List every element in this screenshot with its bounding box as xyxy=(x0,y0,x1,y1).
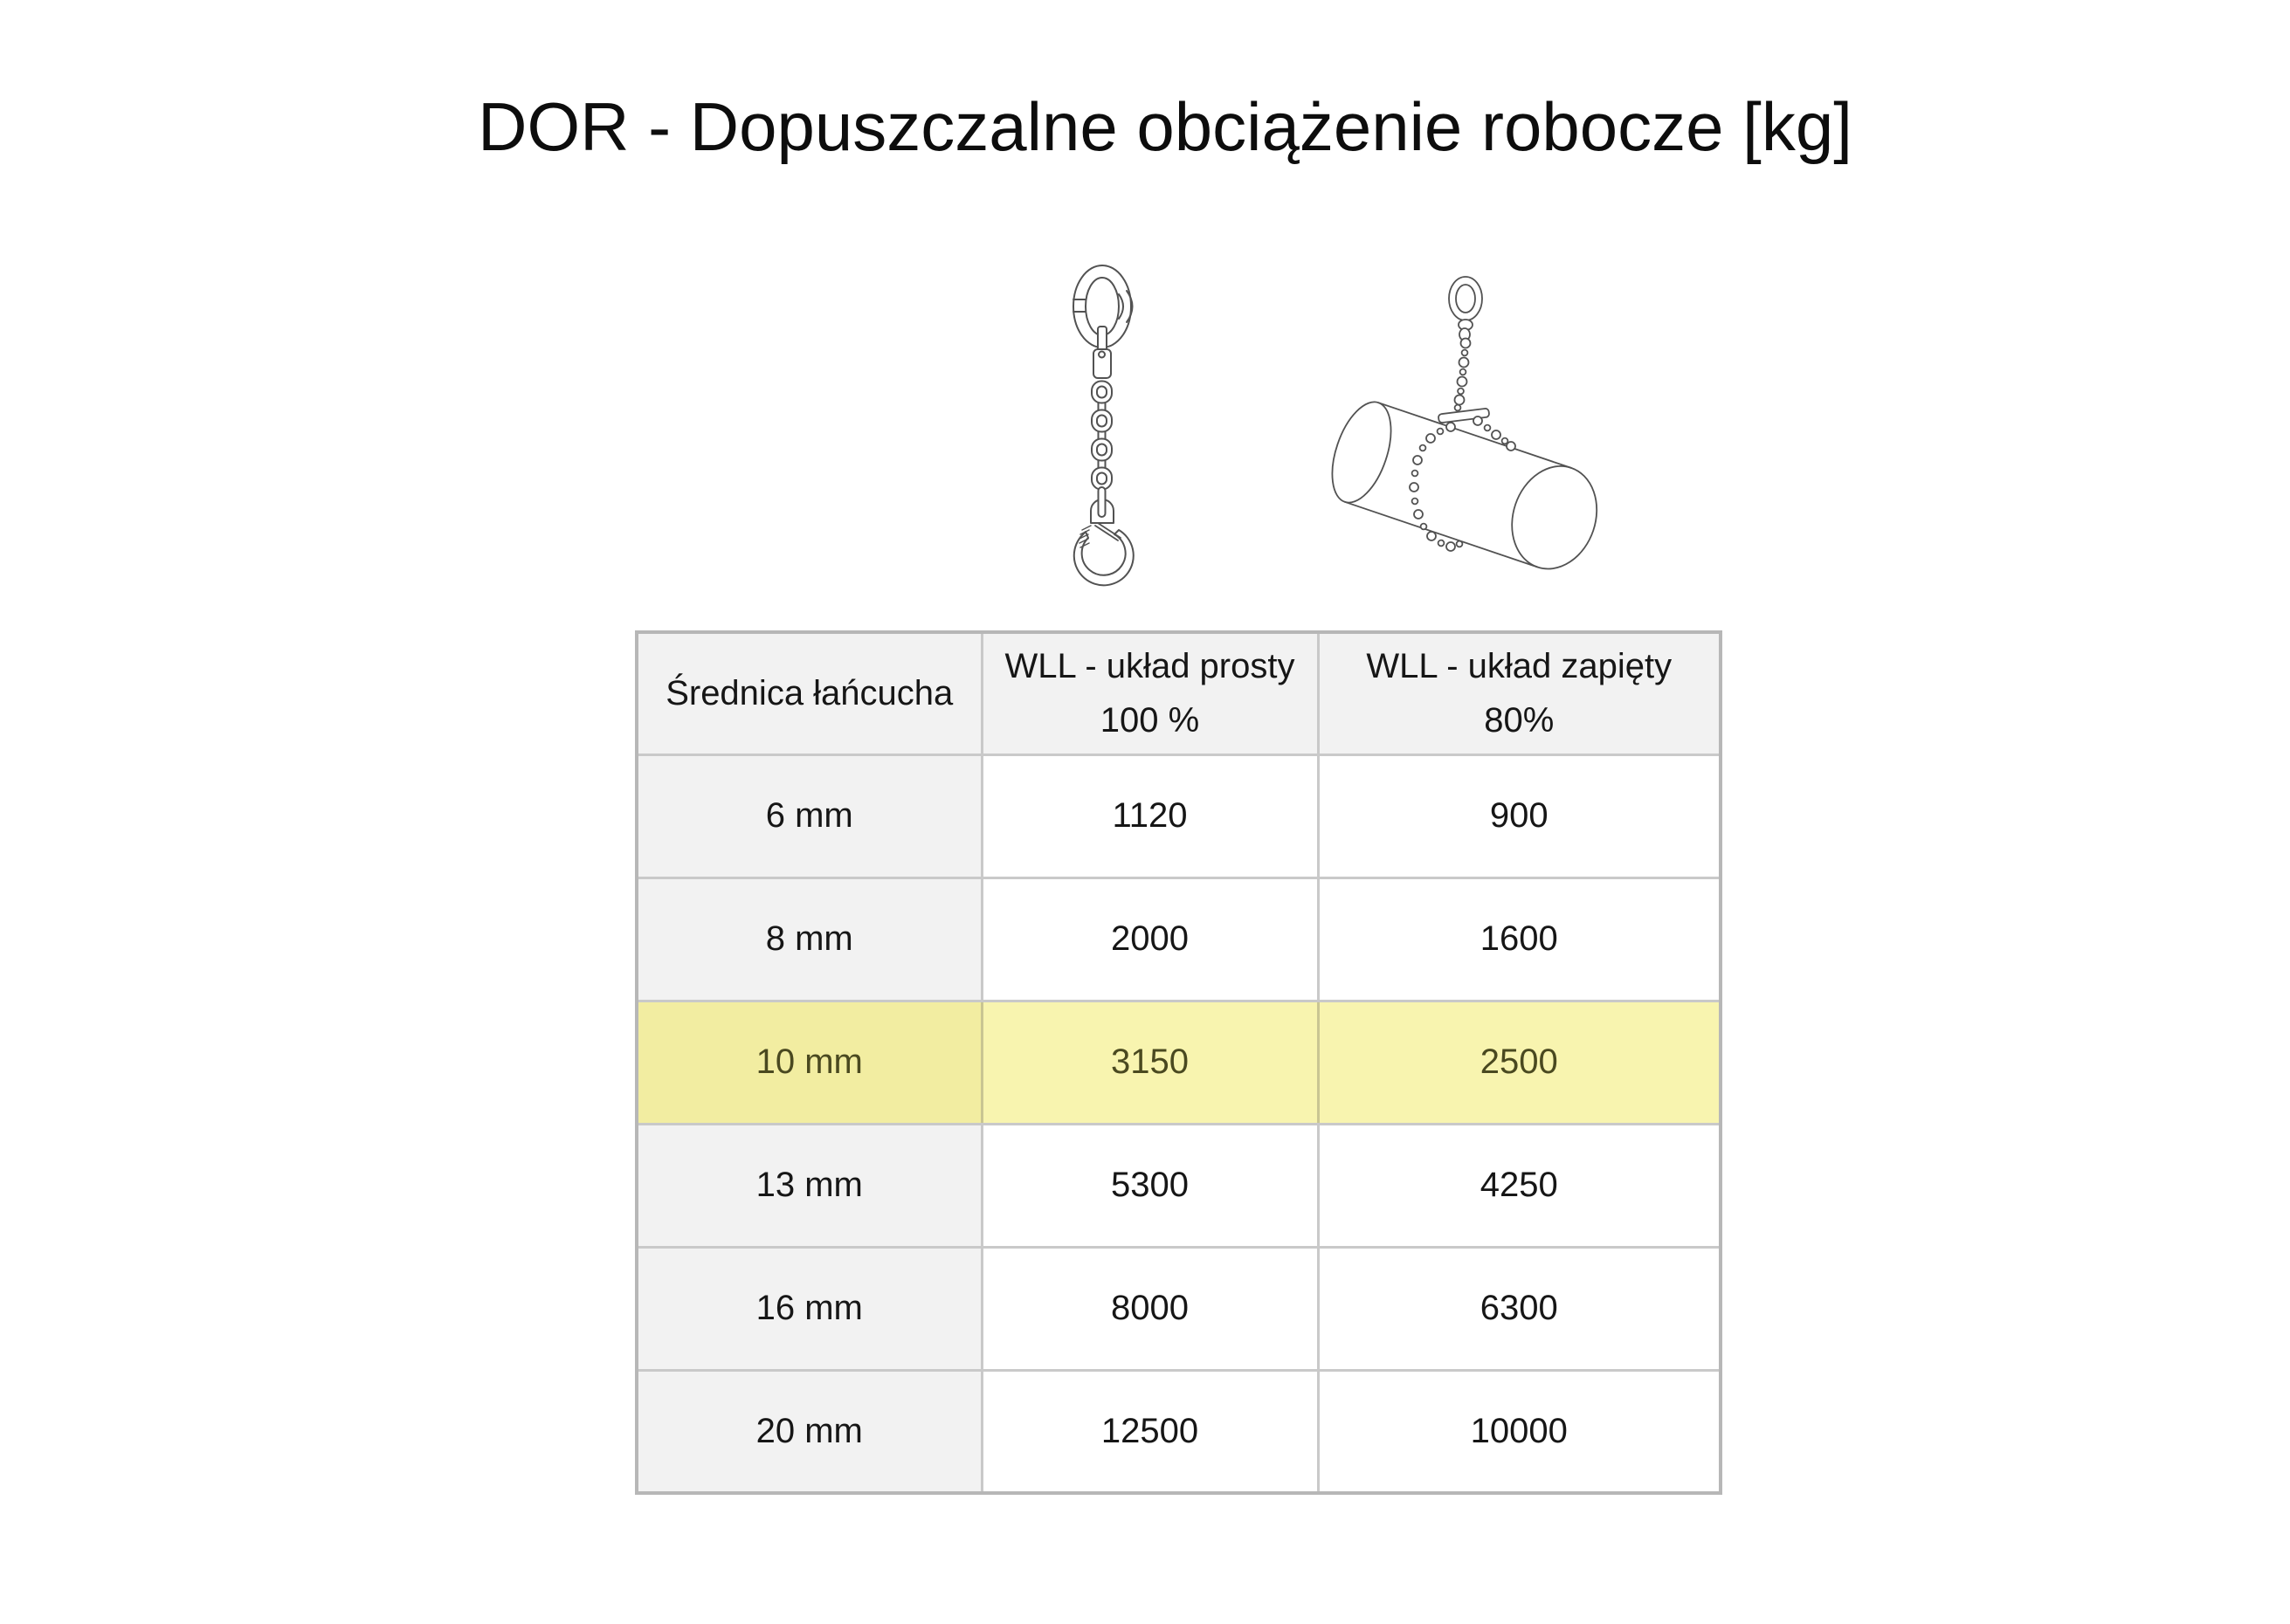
wll-straight-cell: 5300 xyxy=(982,1124,1318,1247)
vertical-chain xyxy=(1455,339,1471,411)
cylinder xyxy=(1321,395,1610,581)
chain-diameter-cell: 13 mm xyxy=(637,1124,982,1247)
wll-straight-cell: 3150 xyxy=(982,1001,1318,1124)
col-header-wll-choked-line1: WLL - układ zapięty xyxy=(1366,647,1673,686)
col-header-wll-straight-line2: 100 % xyxy=(1100,701,1200,740)
page-title: DOR - Dopuszczalne obciążenie robocze [kg] xyxy=(478,88,1852,165)
choker-hitch-drawing xyxy=(1321,277,1610,581)
wll-table xyxy=(635,630,1722,1495)
chain-diameter-cell: 20 mm xyxy=(637,1370,982,1493)
wll-choked-cell: 2500 xyxy=(1318,1001,1721,1124)
wll-straight-cell: 8000 xyxy=(982,1247,1318,1370)
table-row xyxy=(637,1247,1721,1370)
header-row xyxy=(637,632,1721,754)
chain-diameter-cell: 6 mm xyxy=(637,754,982,877)
top-link xyxy=(1449,277,1482,341)
wll-straight-cell: 2000 xyxy=(982,877,1318,1001)
col-header-wll-straight xyxy=(982,632,1318,754)
table-row-highlighted xyxy=(637,1001,1721,1124)
wll-choked-cell: 4250 xyxy=(1318,1124,1721,1247)
table-row xyxy=(637,1370,1721,1493)
chain xyxy=(1092,382,1112,490)
wrap-chain xyxy=(1410,423,1462,551)
wll-choked-cell: 10000 xyxy=(1318,1370,1721,1493)
table-row xyxy=(637,1124,1721,1247)
col-header-wll-choked-line2: 80% xyxy=(1484,701,1555,740)
col-header-wll-choked xyxy=(1318,632,1721,754)
table-row xyxy=(637,877,1721,1001)
single-leg-sling-drawing xyxy=(1073,265,1134,585)
chain-diameter-cell: 10 mm xyxy=(637,1001,982,1124)
wll-straight-cell: 1120 xyxy=(982,754,1318,877)
chain-diameter-cell: 8 mm xyxy=(637,877,982,1001)
sling-hook xyxy=(1074,487,1134,585)
col-header-diameter xyxy=(637,632,982,754)
wll-choked-cell: 1600 xyxy=(1318,877,1721,1001)
chain-diameter-cell: 16 mm xyxy=(637,1247,982,1370)
wll-straight-cell: 12500 xyxy=(982,1370,1318,1493)
wll-choked-cell: 900 xyxy=(1318,754,1721,877)
wll-choked-cell: 6300 xyxy=(1318,1247,1721,1370)
figures-illustration xyxy=(1004,244,1703,611)
tail-chain xyxy=(1473,416,1515,451)
col-header-wll-straight-line1: WLL - układ prosty xyxy=(1004,647,1295,686)
table-row xyxy=(637,754,1721,877)
col-header-diameter-label: Średnica łańcucha xyxy=(666,674,954,713)
